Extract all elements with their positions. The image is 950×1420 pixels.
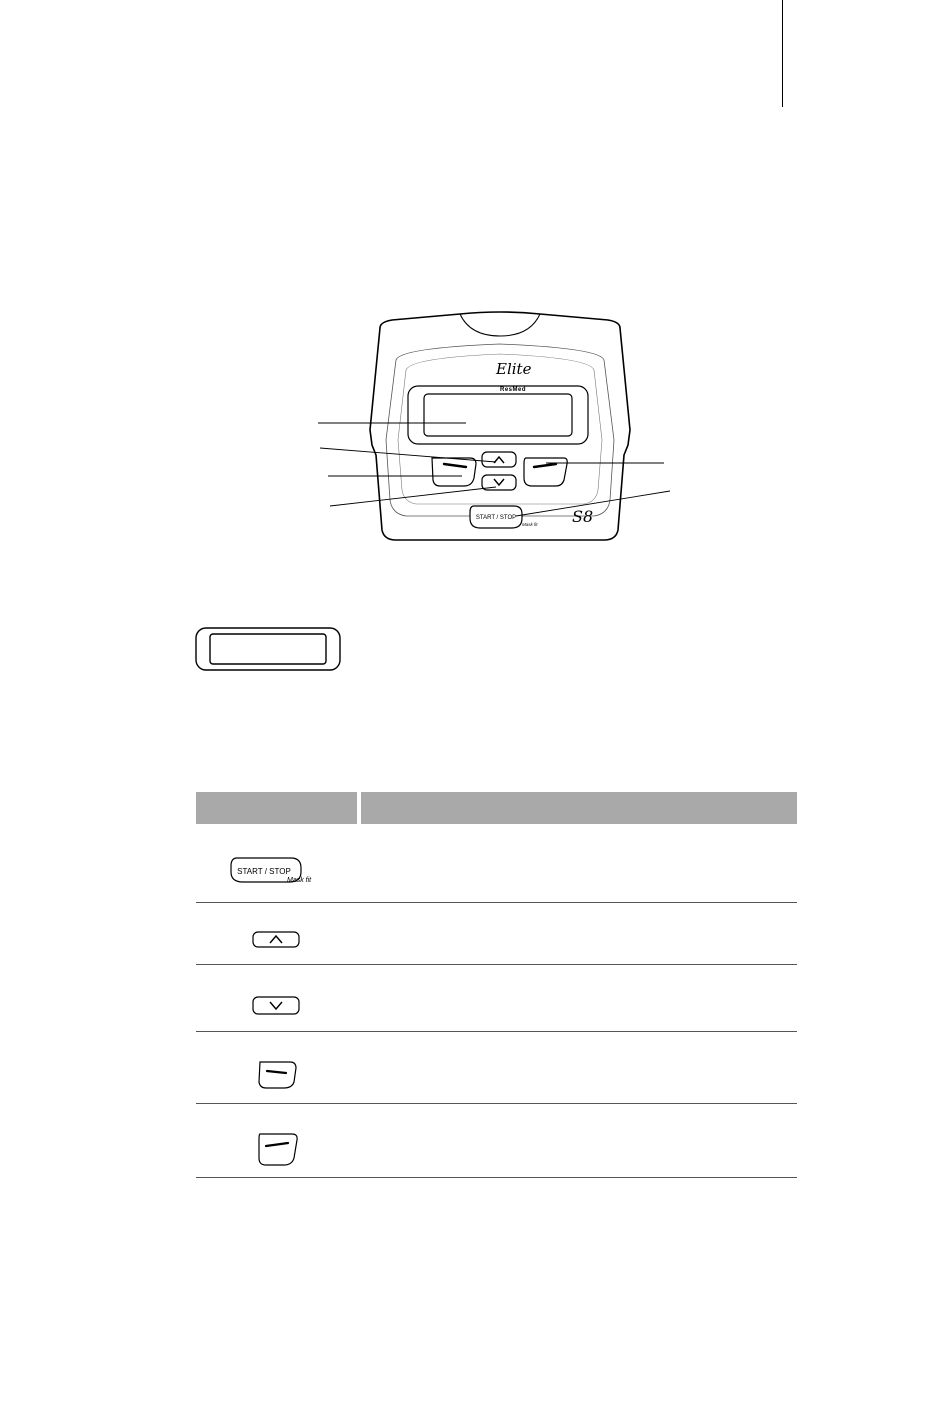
brand-logo-text: ResMed: [500, 387, 527, 393]
up-key-icon: [196, 930, 357, 950]
start-stop-key-icon: [196, 854, 357, 886]
device-right-key[interactable]: [524, 458, 567, 486]
model-text: S8: [572, 507, 594, 526]
mask-fit-key-label: Mask fit: [286, 877, 311, 884]
right-key-description: [361, 1104, 797, 1177]
brand-script-text: Elite: [496, 360, 532, 378]
left-key-description: [361, 1032, 797, 1103]
table-header-function-column: [361, 792, 797, 824]
table-row: [196, 965, 797, 1032]
down-key-icon: [196, 995, 357, 1017]
device-start-stop-key[interactable]: [470, 506, 538, 528]
device-top-notch: [460, 314, 540, 336]
start-stop-description: [361, 824, 797, 902]
key-function-table: [196, 792, 797, 1178]
table-header-key-column: [196, 792, 357, 824]
callout-up-key: [320, 448, 496, 462]
mask-fit-label: Mask fit: [522, 522, 538, 527]
device-up-key[interactable]: [482, 452, 516, 467]
lcd-bezel: [408, 386, 588, 444]
start-stop-label: START / STOP: [475, 515, 517, 521]
right-key-icon: [196, 1132, 357, 1168]
table-row: [196, 903, 797, 965]
lcd-screen: [424, 394, 572, 436]
device-control-panel: [300, 300, 700, 560]
table-row: [196, 1032, 797, 1104]
page-edge-rule: [782, 0, 783, 107]
left-key-icon: [196, 1060, 357, 1090]
device-left-key[interactable]: [432, 458, 476, 486]
down-key-description: [361, 965, 797, 1031]
table-header: [196, 792, 797, 824]
up-key-description: [361, 903, 797, 964]
lcd-display-icon: [194, 626, 344, 672]
start-stop-key-label: START / STOP: [236, 867, 291, 876]
table-row: [196, 1104, 797, 1178]
table-row: [196, 824, 797, 903]
